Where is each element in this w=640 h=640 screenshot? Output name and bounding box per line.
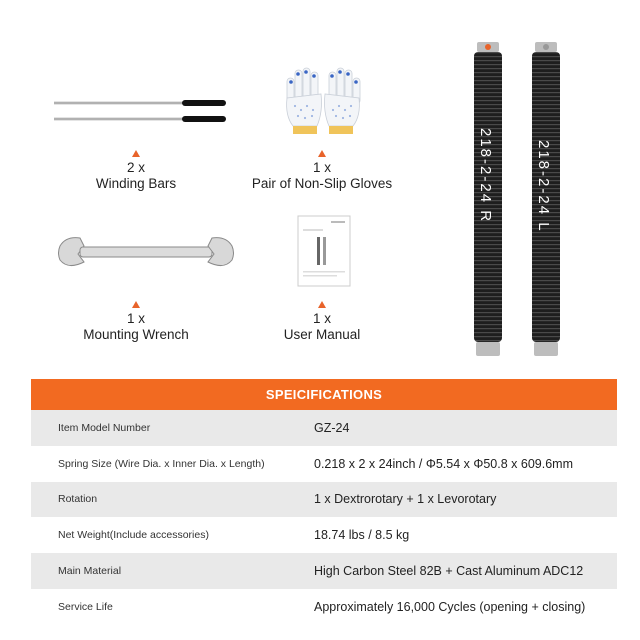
table-row	[31, 553, 617, 589]
item-qty: 2 x	[126, 160, 145, 175]
item-gloves	[232, 150, 412, 192]
torsion-springs-icon	[466, 40, 582, 360]
spec-value: GZ-24	[314, 420, 350, 435]
spec-label: Spring Size (Wire Dia. x Inner Dia. x Length)	[58, 457, 265, 470]
triangle-marker-icon	[132, 150, 140, 157]
item-qty: 1 x	[312, 160, 331, 175]
triangle-marker-icon	[132, 301, 140, 308]
spec-label: Service Life	[58, 600, 113, 613]
table-row	[31, 410, 617, 446]
gloves-icon	[281, 64, 365, 138]
table-row	[31, 446, 617, 482]
spec-value: Approximately 16,000 Cycles (opening + closing)	[314, 599, 586, 614]
item-winding-bars	[66, 150, 206, 192]
item-wrench	[66, 301, 206, 343]
triangle-marker-icon	[318, 150, 326, 157]
item-qty: 1 x	[312, 311, 331, 326]
spec-label: Main Material	[58, 565, 122, 578]
table-row	[31, 482, 617, 518]
item-name: Winding Bars	[95, 176, 177, 191]
manual-icon	[297, 215, 351, 287]
spring-label-right: 218-2-24 R	[477, 128, 494, 224]
specifications-title: SPEICIFICATIONS	[31, 379, 617, 410]
item-name: Mounting Wrench	[83, 327, 189, 342]
item-name: Pair of Non-Slip Gloves	[251, 176, 393, 191]
wrench-icon	[58, 234, 234, 272]
spring-label-left: 218-2-24 L	[535, 140, 552, 233]
winding-bars-icon	[52, 95, 230, 127]
item-manual	[252, 301, 392, 343]
item-name: User Manual	[283, 327, 361, 342]
table-row	[31, 589, 617, 625]
spec-value: High Carbon Steel 82B + Cast Aluminum ADC12	[314, 564, 584, 579]
specifications-table	[31, 379, 617, 625]
triangle-marker-icon	[318, 301, 326, 308]
spec-label: Item Model Number	[58, 421, 151, 434]
table-row	[31, 517, 617, 553]
spec-value: 0.218 x 2 x 24inch / Φ5.54 x Φ50.8 x 609.6mm	[314, 456, 573, 471]
item-qty: 1 x	[126, 311, 145, 326]
spec-label: Rotation	[58, 493, 98, 506]
spec-value: 18.74 lbs / 8.5 kg	[314, 528, 410, 543]
spec-value: 1 x Dextrorotary + 1 x Levorotary	[314, 492, 497, 507]
spec-label: Net Weight(Include accessories)	[58, 529, 209, 542]
